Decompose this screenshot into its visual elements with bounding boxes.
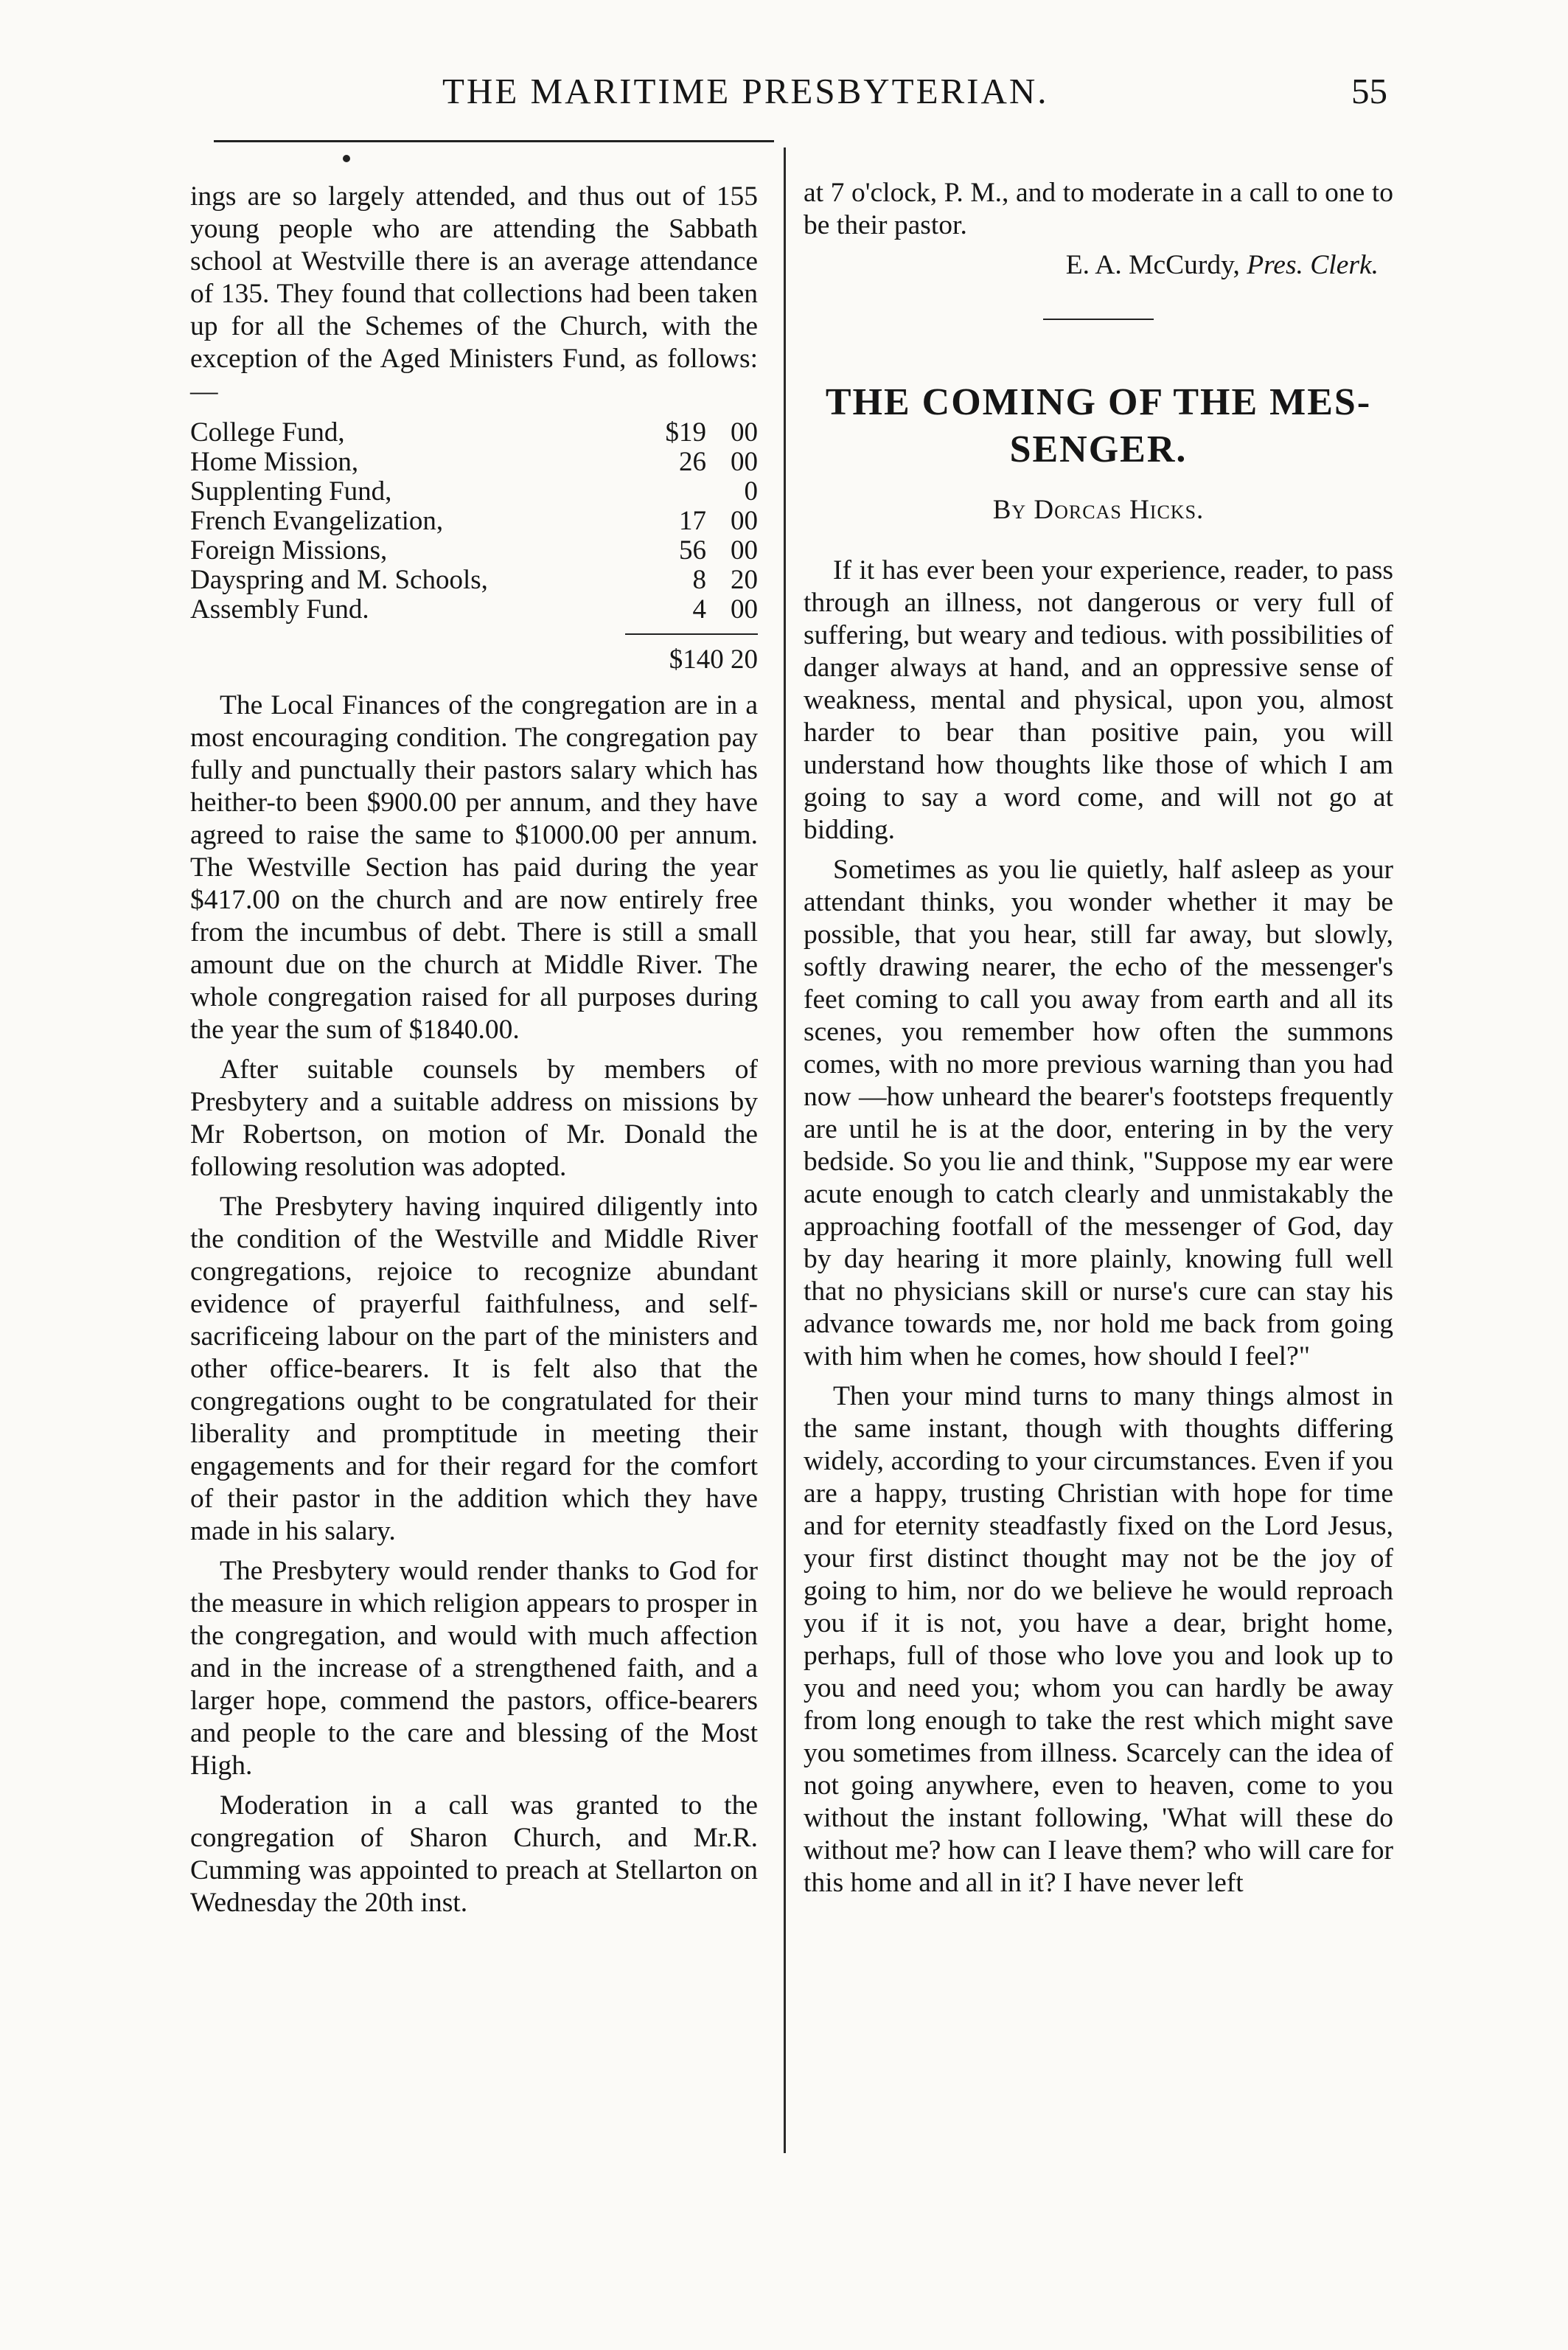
fund-dollars: 17	[679, 506, 706, 536]
header-rule	[214, 140, 774, 142]
fund-name: Dayspring and M. Schools,	[190, 565, 488, 595]
total-rule	[625, 633, 758, 635]
article-title-line: SENGER.	[1009, 428, 1188, 470]
funds-table	[190, 418, 758, 625]
fund-row	[190, 477, 758, 507]
funds-total: $140 20	[669, 644, 758, 675]
finances-paragraph: The Local Finances of the congregation are in a most encouraging condition. The congregation pay fully and punctually their pastors salary which has heither-to been $900.00 per annum, and they have agreed to raise the same to $1000.00 per annum. The Westville Section has paid during the year $417.00 on the church and are now entirely free from the incumbus of debt. There is still a small amount due on the church at Middle River. The whole congregation raised for all purposes during the year the sum of $1840.00.	[190, 690, 758, 1045]
right-column	[804, 177, 1393, 1907]
fund-row	[190, 536, 758, 566]
fund-name: College Fund,	[190, 417, 345, 448]
fund-row	[190, 566, 758, 595]
ink-dot	[343, 155, 350, 162]
article-paragraph: Sometimes as you lie quietly, half asleep as your attendant thinks, you wonder whether it may be possible, that you hear, still far away, but slowly, softly drawing nearer, the echo of the messenger's feet coming to call you away from earth and all its scenes, you remember how often the summons comes, with no more previous warning than you had now —how unheard the bearer's footsteps frequently are until he is at the door, entering in by the very bedside. So you lie and think, "Suppose my ear were acute enough to catch clearly and unmistakably the approaching footfall of the messenger of God, day by day hearing it more plainly, knowing full well that no physicians skill or nurse's cure can stay his advance towards me, nor hold me back from going with him when he comes, how should I feel?"	[804, 855, 1393, 1372]
intro-paragraph: ings are so largely attended, and thus out of 155 young people who are attending the Sabbath school at Westville there is an average attendance of 135. They found that collections had been taken up for all the Schemes of the Church, with the exception of the Aged Ministers Fund, as follows:—	[190, 181, 758, 406]
fund-row	[190, 418, 758, 448]
article-paragraph: If it has ever been your experience, reader, to pass through an illness, not dangerous or very full of suffering, but weary and tedious. with possibilities of danger always at hand, and an oppressive sense of weakness, mental and physical, upon you, almost harder to bear than positive pain, you will understand how thoughts like those of which I am going to say a word come, and will not go at bidding.	[804, 555, 1393, 845]
fund-name: Foreign Missions,	[190, 535, 388, 566]
fund-cents: 00	[731, 417, 758, 448]
fund-cents: 00	[731, 535, 758, 566]
journal-title: THE MARITIME PRESBYTERIAN.	[442, 71, 1049, 111]
fund-cents: 00	[731, 506, 758, 536]
fund-cents: 0	[744, 476, 758, 507]
article-paragraph: Then your mind turns to many things almost in the same instant, though with thoughts differing widely, according to your circumstances. Even if you are a happy, trusting Christian with hope for time and for eternity steadfastly fixed on the Lord Jesus, your first distinct thought may not be the joy of going to him, nor do we believe he would reproach you if it is not, you have a dear, bright home, perhaps, full of those who love you and look up to you and need you; whom you can hardly be away from long enough to take the rest which might save you sometimes from illness. Scarcely can the idea of not going anywhere, even to heaven, come to you without the instant following, 'What will these do without me? how can I leave them? who will care for this home and all in it? I have never left	[804, 1381, 1393, 1898]
resolution-paragraph: The Presbytery having inquired diligently into the condition of the Westville and Middle River congregations, rejoice to recognize abundant evidence of prayerful faithfulness, and self-sacrificeing labour on the part of the ministers and other office-bearers. It is felt also that the congregations ought to be congratulated for their liberality and promptitude in meeting their engagements and for their regard for the comfort of their pastor in the addition which they have made in his salary.	[190, 1192, 758, 1546]
fund-cents: 20	[731, 565, 758, 595]
fund-dollars: 26	[679, 447, 706, 477]
section-rule	[1043, 319, 1154, 320]
fund-dollars: 8	[692, 565, 706, 595]
carryover-paragraph: at 7 o'clock, P. M., and to moderate in a call to one to be their pastor.	[804, 178, 1393, 240]
clerk-role: Pres. Clerk.	[1247, 250, 1379, 280]
column-divider	[784, 147, 786, 2153]
counsels-paragraph: After suitable counsels by members of Presbytery and a suitable address on missions by Mr Robertson, on motion of Mr. Donald the following resolution was adopted.	[190, 1054, 758, 1182]
fund-name: Assembly Fund.	[190, 594, 369, 625]
fund-name: French Evangelization,	[190, 506, 444, 536]
thanks-paragraph: The Presbytery would render thanks to God for the measure in which religion appears to prosper in the congregation, and would with much affection and in the increase of a strengthened faith, and a larger hope, commend the pastors, office-bearers and people to the care and blessing of the Most High.	[190, 1556, 758, 1781]
fund-cents: 00	[731, 594, 758, 625]
fund-cents: 00	[731, 447, 758, 477]
fund-dollars: 56	[679, 535, 706, 566]
fund-name: Home Mission,	[190, 447, 359, 477]
fund-row	[190, 595, 758, 625]
fund-dollars: $19	[665, 417, 706, 448]
clerk-signature	[804, 249, 1393, 282]
article-title	[804, 379, 1393, 473]
page-header	[0, 70, 1568, 129]
fund-dollars	[647, 477, 706, 507]
fund-row	[190, 448, 758, 477]
moderation-paragraph: Moderation in a call was granted to the congregation of Sharon Church, and Mr.R. Cumming was appointed to preach at Stellarton on Wednesday the 20th inst.	[190, 1790, 758, 1918]
article-byline: By Dorcas Hicks.	[992, 495, 1205, 525]
left-column	[190, 181, 758, 1927]
article-title-line: THE COMING OF THE MES-	[825, 381, 1372, 423]
page-number: 55	[1351, 71, 1387, 111]
fund-name: Supplenting Fund,	[190, 476, 392, 507]
clerk-name: E. A. McCurdy,	[1065, 250, 1240, 280]
fund-row	[190, 507, 758, 536]
fund-dollars: 4	[692, 594, 706, 625]
